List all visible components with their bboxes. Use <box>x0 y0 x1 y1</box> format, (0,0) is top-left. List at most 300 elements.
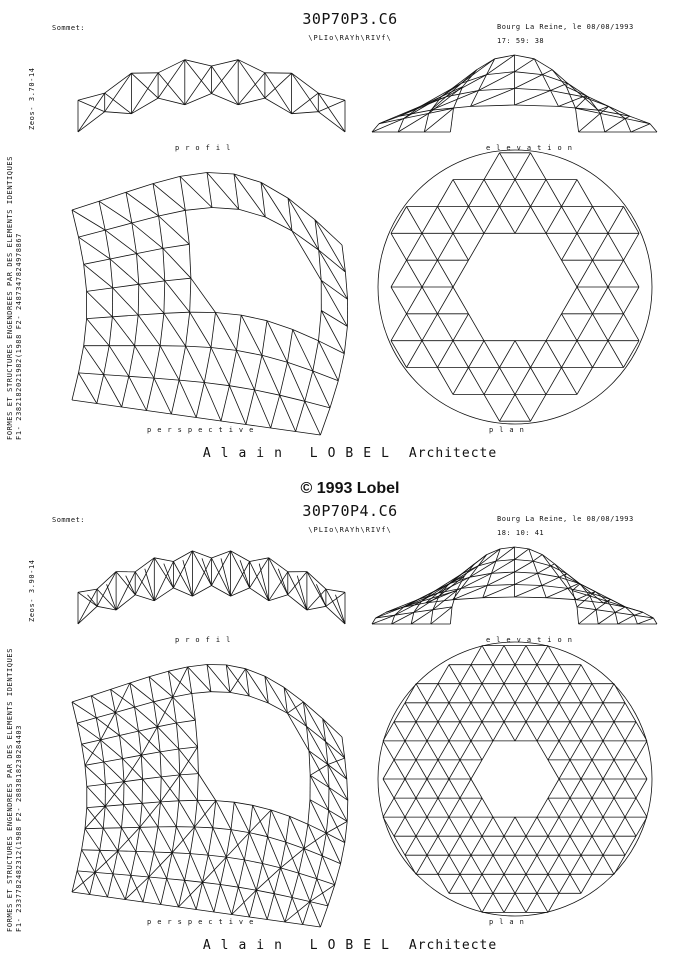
perspective-edge <box>317 856 323 879</box>
lattice-edge <box>326 589 345 592</box>
lattice-edge <box>173 562 192 597</box>
plan-edge <box>581 779 592 798</box>
perspective-edge <box>85 829 100 851</box>
perspective-edge <box>321 280 347 299</box>
perspective-edge <box>262 355 288 362</box>
perspective-edge <box>112 317 134 346</box>
plan-edge <box>438 760 449 779</box>
place-date: Bourg La Reine, le 08/08/1993 <box>497 23 634 31</box>
plan-edge <box>570 703 581 722</box>
plan-edge <box>449 855 460 874</box>
plan-edge <box>438 703 449 722</box>
plan-edge <box>407 287 423 314</box>
plan-edge <box>405 741 416 760</box>
lattice-edge <box>515 88 551 90</box>
perspective-edge <box>292 231 319 250</box>
perspective-edge <box>87 288 113 292</box>
lattice-edge <box>609 106 630 116</box>
lattice-edge <box>552 70 566 87</box>
perspective-edge <box>109 317 112 346</box>
perspective-edge <box>157 723 176 727</box>
perspective-edge <box>267 920 285 923</box>
perspective-edge <box>104 762 124 782</box>
plan-edge <box>548 779 559 798</box>
perspective-edge <box>135 707 139 731</box>
label-profil: profil <box>175 636 237 644</box>
perspective-edge <box>115 713 119 736</box>
plan-edge <box>504 836 515 855</box>
perspective-edge <box>310 879 317 902</box>
plan-edge <box>383 760 394 779</box>
perspective-edge <box>99 201 105 230</box>
perspective-edge <box>168 667 187 671</box>
perspective-edge <box>287 330 292 363</box>
plan-edge <box>460 741 471 760</box>
plan-edge <box>460 874 471 893</box>
lattice-edge <box>238 60 265 98</box>
plan-edge <box>460 665 471 684</box>
plan-edge <box>460 760 471 779</box>
perspective-edge <box>154 827 158 852</box>
perspective-edge <box>124 779 143 782</box>
perspective-edge <box>313 341 319 371</box>
plan-edge <box>471 836 482 855</box>
perspective-edge <box>132 223 163 248</box>
lattice-edge <box>631 124 650 132</box>
plan-edge <box>625 798 636 817</box>
plan-edge <box>493 665 504 684</box>
perspective-edge <box>307 726 326 741</box>
plan-edge <box>471 855 482 874</box>
lattice-edge <box>158 73 185 105</box>
perspective-edge <box>304 824 308 848</box>
plan-edge <box>603 836 614 855</box>
perspective-edge <box>160 346 179 380</box>
plan-edge <box>383 817 394 836</box>
plan-edge <box>559 817 570 836</box>
plan-edge <box>546 368 562 395</box>
plan-edge <box>562 207 578 234</box>
perspective-edge <box>335 864 341 885</box>
structure-drawings <box>0 0 700 470</box>
perspective-edge <box>328 885 335 906</box>
perspective-edge <box>137 254 139 285</box>
perspective-edge <box>185 208 212 211</box>
plan-edge <box>416 836 427 855</box>
plan-edge <box>636 741 647 760</box>
perspective-edge <box>179 800 197 801</box>
architect-name: Alain LOBEL <box>202 938 399 953</box>
architect-title: Architecte <box>408 938 498 953</box>
lattice-edge <box>78 100 105 111</box>
plan-edge <box>624 233 640 260</box>
perspective-edge <box>256 868 280 890</box>
plan-edge <box>482 817 493 836</box>
perspective-edge <box>105 806 121 828</box>
perspective-edge <box>82 850 95 873</box>
side-caption-line-2: F1- 2382182021982(1988 F2- 2487347824978867 <box>15 232 23 440</box>
perspective-edge <box>87 317 113 319</box>
plan-edge <box>562 368 578 395</box>
plan-edge <box>471 760 482 779</box>
plan-edge <box>471 741 482 760</box>
perspective-edge <box>296 401 305 431</box>
lattice-edge <box>551 91 583 97</box>
lattice-edge <box>551 83 568 90</box>
perspective-edge <box>195 827 209 855</box>
perspective-edge <box>237 315 242 350</box>
plan-edge <box>526 665 537 684</box>
plan-edge <box>548 703 559 722</box>
perspective-edge <box>161 802 177 827</box>
plan-edge <box>391 314 407 341</box>
perspective-edge <box>249 833 267 837</box>
lattice-edge <box>250 558 269 562</box>
plan-edge <box>592 798 603 817</box>
drawing-time: 17: 59: 38 <box>497 37 545 45</box>
plan-edge <box>383 722 394 741</box>
perspective-edge <box>196 882 202 909</box>
perspective-edge <box>280 395 296 431</box>
perspective-edge <box>137 248 163 253</box>
plan-edge <box>559 722 570 741</box>
perspective-edge <box>173 694 192 698</box>
perspective-edge <box>139 281 165 284</box>
perspective-edge <box>87 291 113 316</box>
place-date: Bourg La Reine, le 08/08/1993 <box>497 515 634 523</box>
plan-edge <box>484 368 500 395</box>
perspective-edge <box>161 801 179 802</box>
perspective-edge <box>72 210 105 230</box>
plan-edge <box>500 153 516 180</box>
perspective-edge <box>85 740 101 765</box>
perspective-edge <box>268 837 281 868</box>
perspective-edge <box>173 667 188 697</box>
perspective-edge <box>110 254 136 259</box>
perspective-edge <box>211 348 229 386</box>
lattice-edge <box>78 112 105 132</box>
plan-edge <box>548 798 559 817</box>
perspective-edge <box>85 765 105 784</box>
plan-edge <box>449 779 460 798</box>
perspective-edge <box>97 375 104 404</box>
plan-edge <box>559 779 570 798</box>
lattice-edge <box>515 597 547 598</box>
plan-edge <box>471 684 482 703</box>
plan-edge <box>438 207 454 234</box>
plan-edge <box>577 368 593 395</box>
perspective-edge <box>274 894 292 898</box>
plan-edge <box>405 779 416 798</box>
perspective-edge <box>138 284 139 315</box>
plan-edge <box>471 798 482 817</box>
elevation-view <box>372 55 657 132</box>
lattice-edge <box>551 91 559 107</box>
lattice-edge <box>288 595 307 610</box>
plan-edge <box>608 233 624 260</box>
perspective-edge <box>284 687 306 726</box>
plan-edge <box>405 722 416 741</box>
plan-edge <box>546 233 562 260</box>
lattice-edge <box>105 73 132 93</box>
perspective-edge <box>326 810 328 833</box>
perspective-edge <box>347 800 348 821</box>
perspective-edge <box>249 833 262 864</box>
perspective-edge <box>304 833 326 849</box>
perspective-edge <box>330 381 338 408</box>
plan-edge <box>438 836 449 855</box>
plan-edge <box>438 817 449 836</box>
perspective-edge <box>319 341 345 354</box>
plan-edge <box>453 180 469 207</box>
lattice-edge <box>107 584 117 610</box>
plan-edge <box>500 368 516 395</box>
perspective-edge <box>179 880 185 907</box>
perspective-edge <box>195 827 213 828</box>
plan-edge <box>438 779 449 798</box>
plan-edge <box>577 207 593 234</box>
plan-edge <box>581 703 592 722</box>
lattice-edge <box>515 75 543 89</box>
plan-edge <box>438 665 449 684</box>
perspective-edge <box>130 677 149 683</box>
plan-edge <box>438 341 454 368</box>
plan-edge <box>453 368 469 395</box>
plan-edge <box>460 817 471 836</box>
lattice-edge <box>533 561 537 573</box>
perspective-edge <box>108 897 126 900</box>
perspective-edge <box>154 852 172 853</box>
perspective-edge <box>249 805 252 832</box>
plan-edge <box>394 817 405 836</box>
lattice-edge <box>250 562 269 601</box>
plan-edge <box>614 722 625 741</box>
drawing-sheet-2 <box>0 492 700 962</box>
perspective-edge <box>180 176 212 207</box>
lattice-edge <box>577 607 579 624</box>
perspective-edge <box>84 319 87 346</box>
plan-edge <box>469 233 485 260</box>
plan-edge <box>608 314 624 341</box>
lattice-edge <box>105 93 132 114</box>
perspective-edge <box>284 687 303 702</box>
perspective-edge <box>125 875 131 899</box>
perspective-edge <box>267 894 274 920</box>
perspective-edge <box>214 885 221 913</box>
perspective-edge <box>105 223 132 230</box>
perspective-edge <box>261 182 288 198</box>
perspective-edge <box>95 872 108 897</box>
perspective-edge <box>185 854 191 881</box>
perspective-edge <box>104 346 110 375</box>
perspective-edge <box>122 805 124 828</box>
lattice-edge <box>625 119 631 133</box>
lattice-edge <box>551 564 555 566</box>
perspective-edge <box>315 220 319 250</box>
perspective-edge <box>143 877 149 902</box>
perspective-edge <box>265 676 288 713</box>
plan-edge <box>570 760 581 779</box>
perspective-edge <box>171 414 196 418</box>
perspective-edge <box>179 380 204 382</box>
plan-edge <box>636 798 647 817</box>
perspective-edge <box>263 864 281 868</box>
lattice-edge <box>579 610 597 624</box>
perspective-edge <box>173 697 196 720</box>
perspective-edge <box>255 355 262 390</box>
plan-edge <box>493 874 504 893</box>
plan-edge <box>526 836 537 855</box>
perspective-edge <box>147 411 172 415</box>
lattice-edge <box>625 116 630 118</box>
perspective-edge <box>90 895 108 898</box>
plan-edge <box>515 180 531 207</box>
plan-edge <box>624 287 640 314</box>
plan-edge <box>603 703 614 722</box>
plan-edge <box>383 779 394 798</box>
lattice-edge <box>483 597 515 598</box>
perspective-edge <box>309 751 329 788</box>
perspective-edge <box>172 853 190 854</box>
lattice-edge <box>515 547 529 549</box>
architect-title: Architecte <box>408 446 498 461</box>
plan-edge <box>438 233 454 260</box>
perspective-edge <box>180 176 185 210</box>
plan-edge <box>592 703 603 722</box>
plan-edge <box>577 233 593 260</box>
lattice-edge <box>307 572 326 607</box>
plan-edge <box>460 798 471 817</box>
plan-edge <box>577 314 593 341</box>
perspective-edge <box>161 777 162 802</box>
perspective-edge <box>103 828 118 851</box>
lattice-edge <box>515 585 542 586</box>
perspective-edge <box>140 803 142 827</box>
perspective-edge <box>139 284 164 313</box>
structure-drawings <box>0 492 700 962</box>
perspective-edge <box>167 879 185 881</box>
perspective-edge <box>310 902 328 906</box>
plan-edge <box>546 314 562 341</box>
lattice-edge <box>292 93 319 114</box>
perspective-edge <box>203 882 214 912</box>
perspective-edge <box>226 665 245 669</box>
perspective-edge <box>185 880 203 882</box>
perspective-edge <box>292 898 303 925</box>
lattice-edge <box>318 100 345 111</box>
perspective-edge <box>79 237 84 264</box>
perspective-edge <box>203 855 209 882</box>
plan-edge <box>493 703 504 722</box>
perspective-edge <box>290 816 305 848</box>
perspective-edge <box>190 278 191 312</box>
perspective-edge <box>115 713 138 732</box>
lattice-edge <box>105 112 132 114</box>
perspective-edge <box>249 890 256 917</box>
perspective-edge <box>256 864 262 891</box>
perspective-edge <box>124 782 142 804</box>
perspective-edge <box>105 782 124 784</box>
plan-edge <box>394 722 405 741</box>
plan-edge <box>625 760 636 779</box>
plan-edge <box>493 646 504 665</box>
plan-edge <box>636 760 647 779</box>
plan-edge <box>592 779 603 798</box>
lattice-edge <box>515 72 543 75</box>
label-perspective: perspective <box>147 918 260 926</box>
plan-edge <box>504 817 515 836</box>
lattice-edge <box>590 596 596 610</box>
perspective-edge <box>129 346 135 377</box>
plan-edge <box>531 180 547 207</box>
perspective-edge <box>292 231 321 280</box>
perspective-edge <box>172 853 185 881</box>
plan-edge <box>562 287 578 314</box>
plan-edge <box>515 874 526 893</box>
perspective-edge <box>216 801 231 830</box>
perspective-edge <box>179 749 180 775</box>
perspective-edge <box>323 719 326 742</box>
lattice-edge <box>78 606 97 624</box>
plan-edge <box>570 741 581 760</box>
perspective-view <box>72 173 348 436</box>
perspective-edge <box>198 774 215 801</box>
perspective-edge <box>164 313 186 346</box>
plan-edge <box>438 180 454 207</box>
perspective-edge <box>115 707 134 712</box>
perspective-edge <box>326 742 345 759</box>
plan-edge <box>593 341 609 368</box>
perspective-edge <box>157 727 160 752</box>
perspective-edge <box>221 386 229 421</box>
perspective-edge <box>84 259 110 264</box>
plan-edge <box>449 665 460 684</box>
perspective-edge <box>319 250 322 280</box>
plan-edge <box>608 260 624 287</box>
perspective-edge <box>328 765 348 801</box>
plan-edge <box>548 760 559 779</box>
perspective-edge <box>179 907 197 910</box>
perspective-edge <box>161 775 180 777</box>
plan-edge <box>526 893 537 912</box>
plan-edge <box>427 836 438 855</box>
lattice-edge <box>588 97 609 107</box>
plan-edge <box>469 207 485 234</box>
plan-edge <box>562 341 578 368</box>
perspective-edge <box>113 284 139 288</box>
plan-edge <box>581 817 592 836</box>
perspective-edge <box>77 871 95 873</box>
perspective-edge <box>303 702 322 719</box>
lattice-edge <box>546 588 568 597</box>
plan-edge <box>603 855 614 874</box>
z-label: Zeos- 3.90-14 <box>28 559 36 622</box>
lattice-edge <box>634 612 643 615</box>
perspective-edge <box>226 857 238 887</box>
plan-edge <box>460 722 471 741</box>
plan-edge <box>482 684 493 703</box>
perspective-edge <box>326 821 347 833</box>
plan-edge <box>484 180 500 207</box>
plan-edge <box>438 798 449 817</box>
plan-edge <box>515 341 531 368</box>
plan-edge <box>449 684 460 703</box>
plan-edge <box>562 260 578 287</box>
perspective-edge <box>244 860 262 864</box>
lattice-edge <box>600 106 608 113</box>
perspective-edge <box>154 697 173 702</box>
plan-edge <box>581 855 592 874</box>
